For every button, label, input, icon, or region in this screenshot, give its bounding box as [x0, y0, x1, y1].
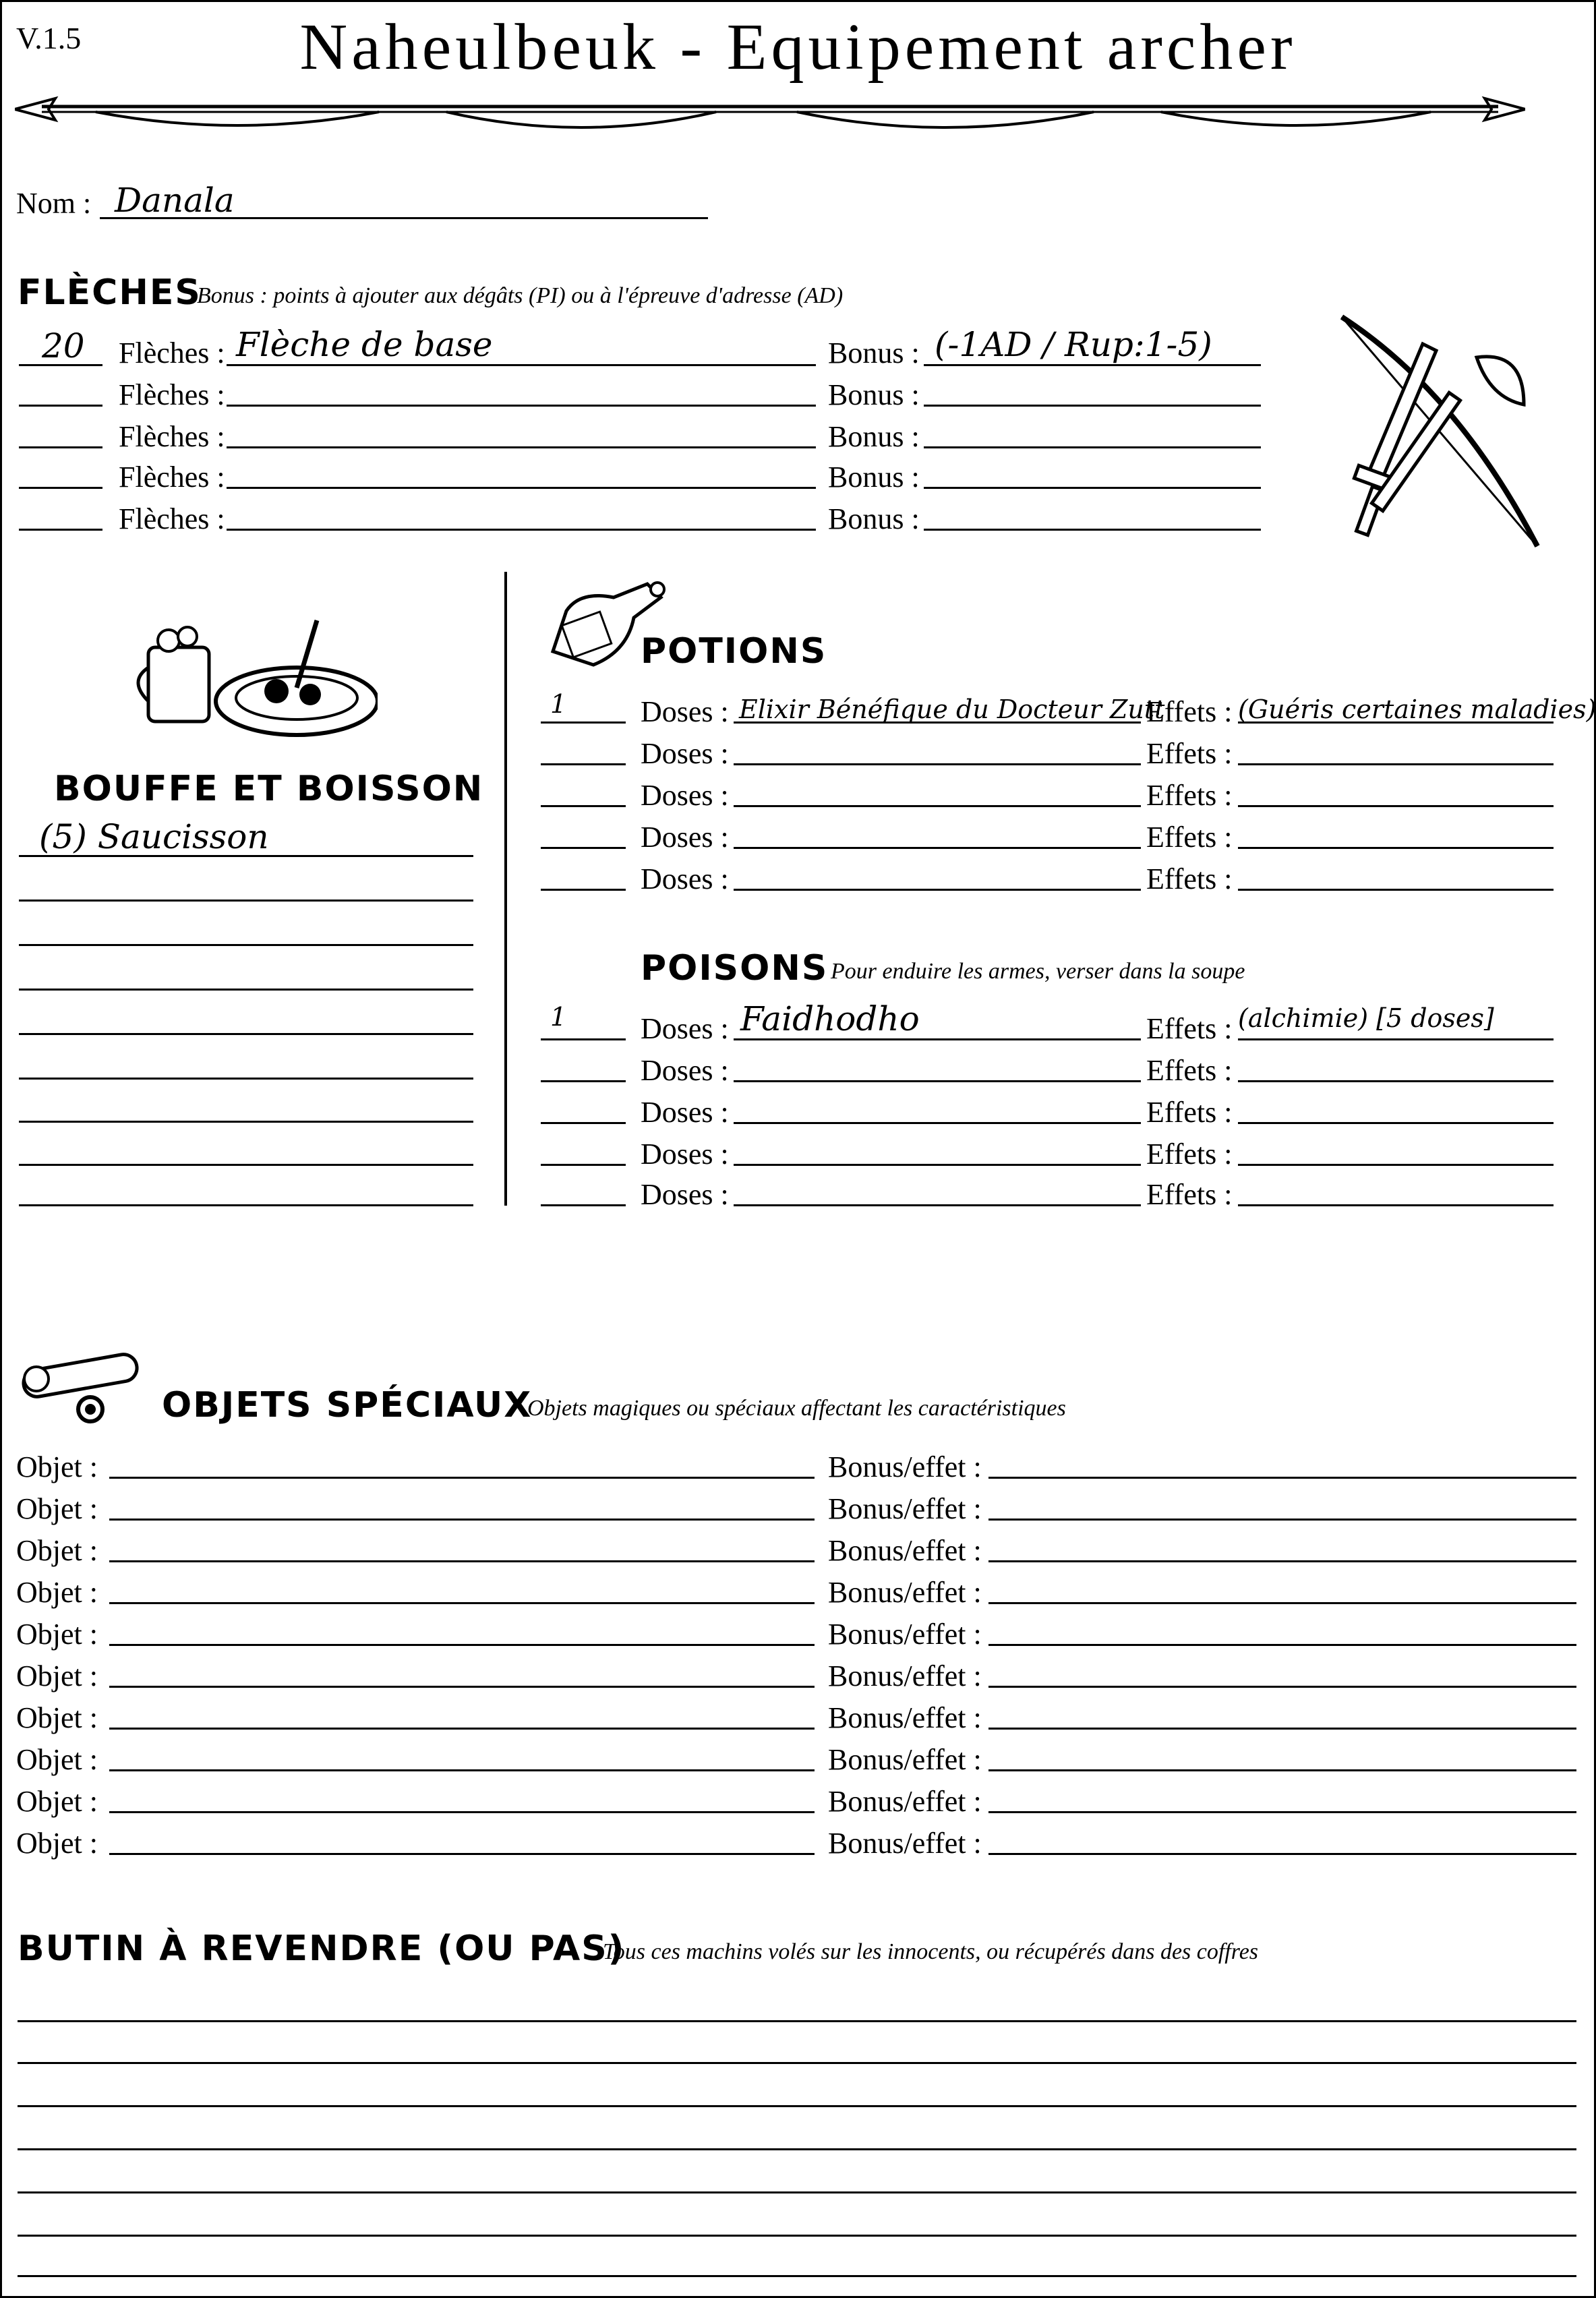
- poison-qty-field[interactable]: [541, 1122, 626, 1124]
- object-bonus-field[interactable]: [988, 1769, 1576, 1771]
- object-bonus-label: Bonus/effet :: [828, 1785, 982, 1818]
- object-field[interactable]: [109, 1477, 815, 1479]
- object-label: Objet :: [16, 1785, 98, 1818]
- potion-effect[interactable]: (Guéris certaines maladies): [1238, 695, 1596, 724]
- arrow-bonus-field[interactable]: [924, 405, 1261, 407]
- arrows-subtitle: Bonus : points à ajouter aux dégâts (PI) ou à l'épreuve d'adresse (AD): [197, 283, 844, 308]
- poison-qty-field[interactable]: [541, 1204, 626, 1206]
- object-field[interactable]: [109, 1853, 815, 1855]
- arrow-name-field[interactable]: [227, 364, 816, 366]
- potion-doses-label: Doses :: [641, 737, 729, 770]
- poison-effect-field[interactable]: [1238, 1164, 1554, 1166]
- arrow-bonus-field[interactable]: [924, 446, 1261, 448]
- arrow-bonus-field[interactable]: [924, 529, 1261, 531]
- poison-doses-label: Doses :: [641, 1054, 729, 1087]
- arrow-bonus-label: Bonus :: [828, 461, 920, 494]
- special-subtitle: Objets magiques ou spéciaux affectant les caractéristiques: [527, 1396, 1066, 1421]
- arrows-title: FLÈCHES: [18, 272, 202, 313]
- food-line[interactable]: [19, 1121, 473, 1123]
- poison-effects-label: Effets :: [1146, 1178, 1233, 1211]
- object-bonus-field[interactable]: [988, 1477, 1576, 1479]
- arrow-name-field[interactable]: [227, 446, 816, 448]
- object-field[interactable]: [109, 1560, 815, 1562]
- potions-title: POTIONS: [641, 631, 827, 672]
- potion-qty-field[interactable]: [541, 805, 626, 807]
- potion-name-field[interactable]: [734, 805, 1141, 807]
- loot-line[interactable]: [18, 2235, 1576, 2237]
- object-label: Objet :: [16, 1576, 98, 1609]
- arrow-label: Flèches :: [119, 461, 225, 494]
- food-entry[interactable]: (5) Saucisson: [39, 817, 269, 856]
- object-field[interactable]: [109, 1811, 815, 1813]
- loot-line[interactable]: [18, 2020, 1576, 2022]
- object-bonus-label: Bonus/effet :: [828, 1701, 982, 1734]
- poison-qty-field[interactable]: [541, 1080, 626, 1082]
- poison-doses-label: Doses :: [641, 1138, 729, 1171]
- loot-line[interactable]: [18, 2105, 1576, 2107]
- potion-doses-label: Doses :: [641, 695, 729, 728]
- potion-effects-label: Effets :: [1146, 821, 1233, 854]
- spear-divider-icon: [15, 86, 1525, 140]
- arrow-label: Flèches :: [119, 502, 225, 535]
- poison-doses-label: Doses :: [641, 1178, 729, 1211]
- object-bonus-label: Bonus/effet :: [828, 1743, 982, 1776]
- arrow-bonus-label: Bonus :: [828, 420, 920, 453]
- object-label: Objet :: [16, 1618, 98, 1651]
- potion-name-field[interactable]: [734, 763, 1141, 765]
- potion-effects-label: Effets :: [1146, 779, 1233, 812]
- arrow-name-field[interactable]: [227, 487, 816, 489]
- object-bonus-field[interactable]: [988, 1853, 1576, 1855]
- arrow-bonus-label: Bonus :: [828, 502, 920, 535]
- potion-name-field[interactable]: [734, 847, 1141, 849]
- object-bonus-field[interactable]: [988, 1811, 1576, 1813]
- name-label: Nom :: [16, 187, 92, 220]
- object-label: Objet :: [16, 1534, 98, 1567]
- object-field[interactable]: [109, 1644, 815, 1646]
- poison-name-field[interactable]: [734, 1038, 1141, 1040]
- potion-qty-field[interactable]: [541, 847, 626, 849]
- poison-qty-field[interactable]: [541, 1038, 626, 1040]
- poison-name-field[interactable]: [734, 1080, 1141, 1082]
- poisons-title: POISONS: [641, 948, 829, 989]
- arrow-qty-field[interactable]: [19, 446, 102, 448]
- object-label: Objet :: [16, 1450, 98, 1483]
- staff-divider-icon: [127, 1260, 1462, 1307]
- poison-name-field[interactable]: [734, 1164, 1141, 1166]
- loot-line[interactable]: [18, 2275, 1576, 2277]
- potion-effect-field[interactable]: [1238, 847, 1554, 849]
- poison-effects-label: Effets :: [1146, 1054, 1233, 1087]
- page-title: Naheulbeuk - Equipement archer: [299, 11, 1297, 84]
- object-bonus-label: Bonus/effet :: [828, 1492, 982, 1525]
- object-field[interactable]: [109, 1602, 815, 1604]
- poison-effects-label: Effets :: [1146, 1096, 1233, 1129]
- version-label: V.1.5: [16, 21, 82, 55]
- object-bonus-label: Bonus/effet :: [828, 1618, 982, 1651]
- object-label: Objet :: [16, 1743, 98, 1776]
- arrow-qty-field[interactable]: [19, 487, 102, 489]
- food-line[interactable]: [19, 1033, 473, 1035]
- loot-line[interactable]: [18, 2148, 1576, 2150]
- object-bonus-label: Bonus/effet :: [828, 1659, 982, 1692]
- potion-effect-field[interactable]: [1238, 763, 1554, 765]
- arrow-label: Flèches :: [119, 378, 225, 411]
- food-plate-icon: [135, 607, 378, 742]
- food-line[interactable]: [19, 989, 473, 991]
- special-title: OBJETS SPÉCIAUX: [162, 1385, 533, 1425]
- loot-line[interactable]: [18, 2062, 1576, 2064]
- potion-effect-field[interactable]: [1238, 805, 1554, 807]
- poison-effects-label: Effets :: [1146, 1012, 1233, 1045]
- loot-line[interactable]: [18, 2191, 1576, 2193]
- food-line[interactable]: [19, 944, 473, 946]
- arrow-label: Flèches :: [119, 336, 225, 370]
- object-label: Objet :: [16, 1659, 98, 1692]
- arrow-bonus-label: Bonus :: [828, 336, 920, 370]
- potion-qty-field[interactable]: [541, 721, 626, 724]
- object-bonus-field[interactable]: [988, 1728, 1576, 1730]
- arrow-name-field[interactable]: [227, 529, 816, 531]
- arrow-bonus-field[interactable]: [924, 364, 1261, 366]
- potion-effects-label: Effets :: [1146, 737, 1233, 770]
- food-line[interactable]: [19, 1204, 473, 1206]
- potion-doses-label: Doses :: [641, 821, 729, 854]
- poison-doses-label: Doses :: [641, 1012, 729, 1045]
- arrow-bonus[interactable]: (-1AD / Rup:1-5): [935, 325, 1212, 364]
- object-bonus-field[interactable]: [988, 1602, 1576, 1604]
- arrow-name[interactable]: Flèche de base: [236, 325, 493, 364]
- poison-effect[interactable]: (alchimie) [5 doses]: [1238, 1003, 1494, 1033]
- poison-name-field[interactable]: [734, 1204, 1141, 1206]
- object-bonus-label: Bonus/effet :: [828, 1576, 982, 1609]
- potion-name-field[interactable]: [734, 889, 1141, 891]
- potion-qty[interactable]: 1: [550, 689, 567, 719]
- poison-doses-label: Doses :: [641, 1096, 729, 1129]
- object-bonus-label: Bonus/effet :: [828, 1534, 982, 1567]
- arrow-label: Flèches :: [119, 420, 225, 453]
- poison-effect-field[interactable]: [1238, 1038, 1554, 1040]
- arrow-bonus-label: Bonus :: [828, 378, 920, 411]
- name-value[interactable]: Danala: [115, 181, 235, 220]
- potion-doses-label: Doses :: [641, 862, 729, 895]
- object-field[interactable]: [109, 1686, 815, 1688]
- poison-effect-field[interactable]: [1238, 1080, 1554, 1082]
- object-label: Objet :: [16, 1492, 98, 1525]
- object-bonus-field[interactable]: [988, 1686, 1576, 1688]
- potion-doses-label: Doses :: [641, 779, 729, 812]
- arrow-qty-field[interactable]: [19, 529, 102, 531]
- object-bonus-field[interactable]: [988, 1644, 1576, 1646]
- object-label: Objet :: [16, 1827, 98, 1860]
- food-line[interactable]: [19, 900, 473, 902]
- potion-effect-field[interactable]: [1238, 889, 1554, 891]
- object-bonus-label: Bonus/effet :: [828, 1450, 982, 1483]
- potion-effects-label: Effets :: [1146, 695, 1233, 728]
- column-divider: [504, 572, 507, 1206]
- potion-qty-field[interactable]: [541, 889, 626, 891]
- potion-qty-field[interactable]: [541, 763, 626, 765]
- object-bonus-label: Bonus/effet :: [828, 1827, 982, 1860]
- arrow-bonus-field[interactable]: [924, 487, 1261, 489]
- food-line[interactable]: [19, 1078, 473, 1080]
- object-field[interactable]: [109, 1728, 815, 1730]
- crossed-weapons-icon: [1322, 310, 1564, 553]
- poison-effect-field[interactable]: [1238, 1204, 1554, 1206]
- poison-qty-field[interactable]: [541, 1164, 626, 1166]
- food-title: BOUFFE ET BOISSON: [54, 769, 484, 809]
- object-bonus-field[interactable]: [988, 1560, 1576, 1562]
- loot-title: BUTIN À REVENDRE (OU PAS): [18, 1928, 626, 1969]
- arrow-name-field[interactable]: [227, 405, 816, 407]
- loot-subtitle: Tous ces machins volés sur les innocents, ou récupérés dans des coffres: [603, 1939, 1259, 1964]
- arrow-qty[interactable]: 20: [42, 326, 85, 365]
- object-field[interactable]: [109, 1519, 815, 1521]
- poisons-subtitle: Pour enduire les armes, verser dans la soupe: [831, 959, 1245, 984]
- poison-name-field[interactable]: [734, 1122, 1141, 1124]
- poison-effect-field[interactable]: [1238, 1122, 1554, 1124]
- object-label: Objet :: [16, 1701, 98, 1734]
- food-line[interactable]: [19, 1164, 473, 1166]
- poison-name[interactable]: Faidhodho: [740, 999, 920, 1038]
- arrow-qty-field[interactable]: [19, 405, 102, 407]
- potion-effects-label: Effets :: [1146, 862, 1233, 895]
- poison-qty[interactable]: 1: [550, 1002, 567, 1032]
- poison-effects-label: Effets :: [1146, 1138, 1233, 1171]
- object-field[interactable]: [109, 1769, 815, 1771]
- potion-name[interactable]: Elixir Bénéfique du Docteur Zutt: [739, 695, 1165, 724]
- scroll-ring-icon: [16, 1342, 158, 1430]
- object-bonus-field[interactable]: [988, 1519, 1576, 1521]
